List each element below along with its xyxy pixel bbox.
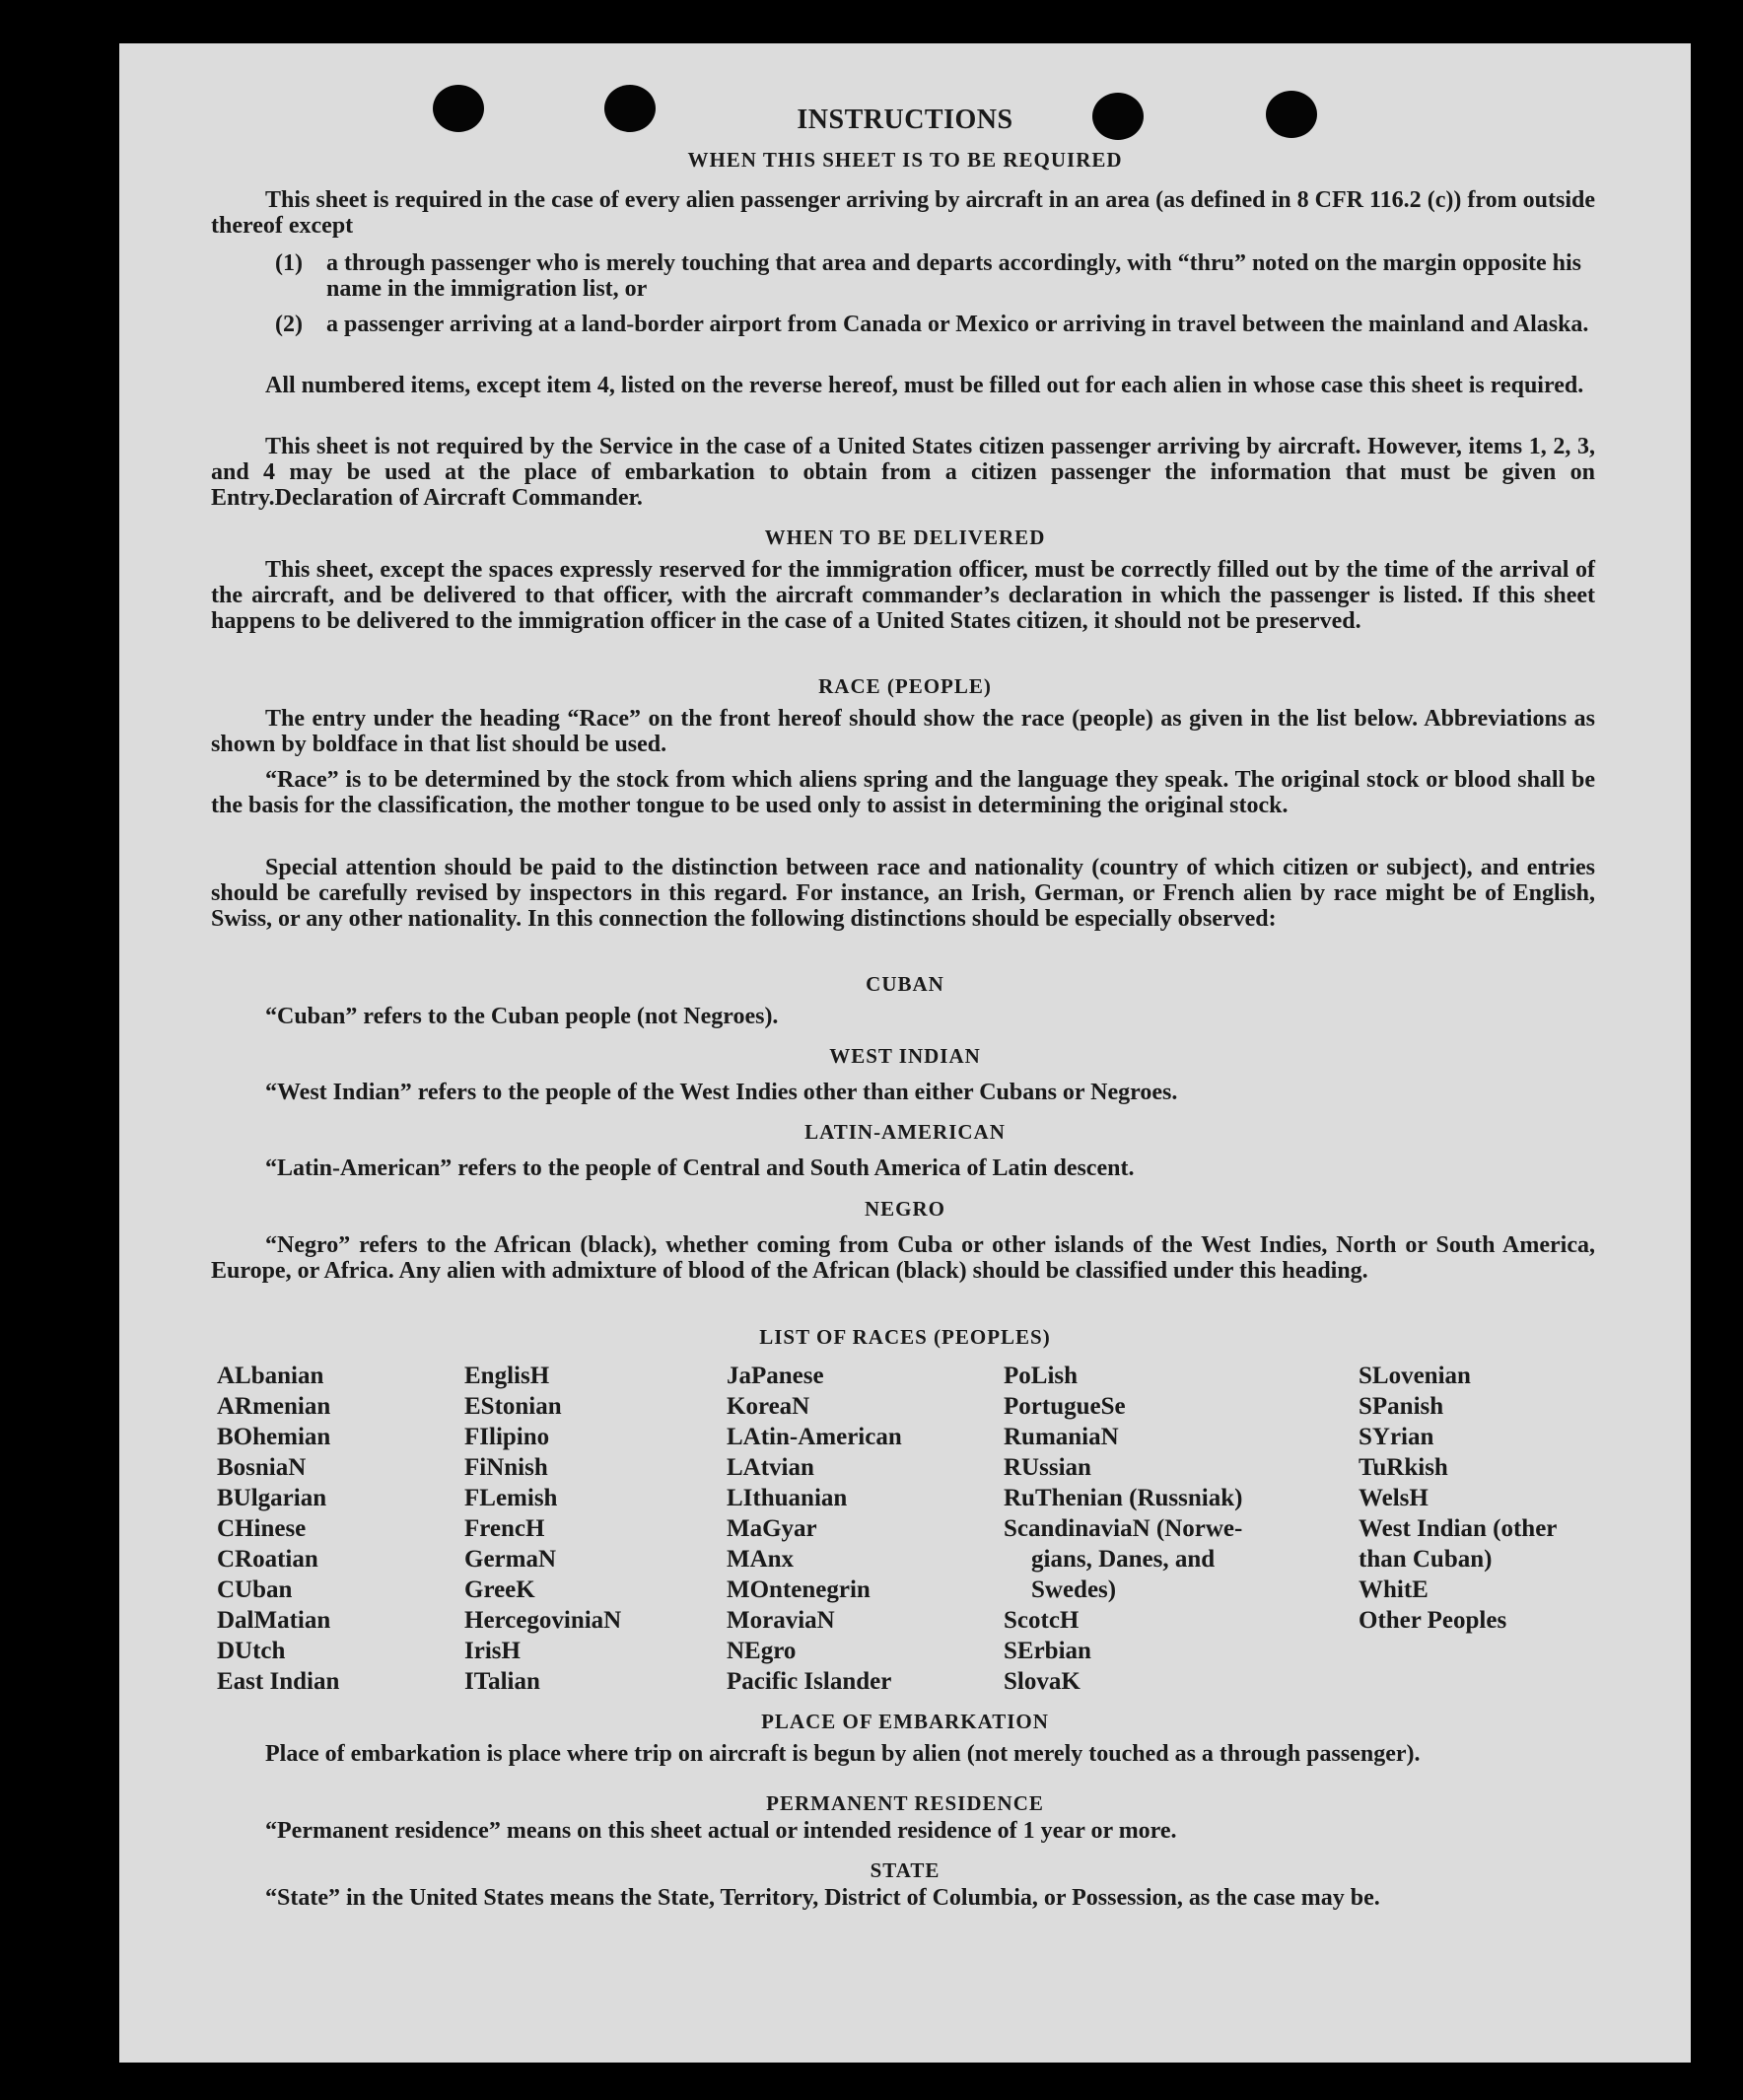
race-item: LAtin-American [727, 1424, 902, 1450]
page-title: INSTRUCTIONS [797, 105, 1013, 135]
race-item: GreeK [464, 1576, 535, 1603]
race-item: NEgro [727, 1638, 797, 1664]
races-column-4 [1004, 1361, 1242, 1697]
section-heading-latin-american: LATIN-AMERICAN [804, 1120, 1006, 1144]
race-item: Pacific Islander [727, 1668, 892, 1695]
race-item: SlovaK [1004, 1668, 1081, 1695]
race-item: RUssian [1004, 1454, 1091, 1481]
paragraph: “Race” is to be determined by the stock from which aliens spring and the language they speak. The original stock or blood shall be the basis for the classification, the mother tongue to be used only to assist in determining the original stock. [211, 767, 1595, 818]
race-item: RuThenian (Russniak) [1004, 1485, 1243, 1511]
races-column-2 [464, 1361, 621, 1697]
paragraph: This sheet is not required by the Service in the case of a United States citizen passenger arriving by aircraft. However, items 1, 2, 3, and 4 may be used at the place of embarkation to obtain from a citizen passenger the information that must be given on Entry.Declaration of Aircraft Commander. [211, 434, 1595, 511]
race-item: KoreaN [727, 1393, 810, 1420]
race-item: ARmenian [217, 1393, 331, 1420]
races-column-5 [1359, 1361, 1557, 1636]
race-item: ALbanian [217, 1363, 324, 1389]
paragraph: This sheet is required in the case of every alien passenger arriving by aircraft in an area (as defined in 8 CFR 116.2 (c)) from outside thereof except [211, 187, 1595, 239]
race-item: BOhemian [217, 1424, 331, 1450]
race-item: LIthuanian [727, 1485, 848, 1511]
races-column-1 [217, 1361, 339, 1697]
race-item: WelsH [1359, 1485, 1429, 1511]
section-heading-list-of-races: LIST OF RACES (PEOPLES) [759, 1325, 1051, 1349]
list-item [275, 312, 1595, 337]
item-text: a passenger arriving at a land-border airport from Canada or Mexico or arriving in travel between the mainland and Alaska. [326, 312, 1589, 337]
race-item: BUlgarian [217, 1485, 327, 1511]
race-item: FLemish [464, 1485, 558, 1511]
race-item: IrisH [464, 1638, 521, 1664]
race-item: CHinese [217, 1515, 307, 1542]
race-item: SLovenian [1359, 1363, 1471, 1389]
race-item: HercegoviniaN [464, 1607, 622, 1634]
paragraph: The entry under the heading “Race” on the front hereof should show the race (people) as given in the list below. Abbreviations as shown by boldface in that list should be used. [211, 706, 1595, 757]
paragraph: All numbered items, except item 4, listed on the reverse hereof, must be filled out for each alien in whose case this sheet is required. [265, 373, 1584, 398]
race-item: SYrian [1359, 1424, 1434, 1450]
race-item: FrencH [464, 1515, 545, 1542]
race-item: EnglisH [464, 1363, 550, 1389]
section-heading-permanent-residence: PERMANENT RESIDENCE [766, 1791, 1044, 1815]
paragraph: This sheet, except the spaces expressly reserved for the immigration officer, must be correctly filled out by the time of the arrival of the aircraft, and be delivered to that officer, with the aircraft commander’s declaration in which the passenger is listed. If this sheet happens to be delivered to the immigration officer in the case of a United States citizen, it should not be preserved. [211, 557, 1595, 634]
paragraph: “State” in the United States means the State, Territory, District of Columbia, or Possession, as the case may be. [265, 1885, 1380, 1911]
paragraph: “Latin-American” refers to the people of Central and South America of Latin descent. [265, 1155, 1135, 1181]
race-item: GermaN [464, 1546, 557, 1573]
paragraph: “West Indian” refers to the people of the West Indies other than either Cubans or Negroes. [265, 1080, 1178, 1105]
item-text: a through passenger who is merely touching that area and departs accordingly, with “thru” noted on the margin opposite his name in the immigration list, or [326, 250, 1581, 302]
race-item: MOntenegrin [727, 1576, 871, 1603]
race-item: BosniaN [217, 1454, 307, 1481]
race-item: FiNnish [464, 1454, 548, 1481]
race-item: WhitE [1359, 1576, 1429, 1603]
race-item: DUtch [217, 1638, 286, 1664]
race-item: FIlipino [464, 1424, 550, 1450]
section-heading-negro: NEGRO [864, 1197, 945, 1221]
race-item: DalMatian [217, 1607, 331, 1634]
race-item: SErbian [1004, 1638, 1091, 1664]
race-item: PoLish [1004, 1363, 1079, 1389]
race-item: CRoatian [217, 1546, 318, 1573]
race-item-continuation: gians, Danes, and [1031, 1546, 1216, 1573]
race-item: MAnx [727, 1546, 795, 1573]
race-item: EStonian [464, 1393, 562, 1420]
paragraph: Special attention should be paid to the distinction between race and nationality (country of which citizen or subject), and entries should be carefully revised by inspectors in this regard. For instance, an Irish, German, or French alien by race might be of English, Swiss, or any other nationality. In this connection the following distinctions should be especially observed: [211, 855, 1595, 932]
race-item-continuation: Swedes) [1031, 1576, 1117, 1603]
section-heading-west-indian: WEST INDIAN [829, 1044, 981, 1068]
race-item: East Indian [217, 1668, 340, 1695]
race-item: MaGyar [727, 1515, 817, 1542]
race-item: LAtvian [727, 1454, 814, 1481]
race-item: JaPanese [727, 1363, 824, 1389]
paragraph: “Negro” refers to the African (black), whether coming from Cuba or other islands of the West Indies, North or South America, Europe, or Africa. Any alien with admixture of blood of the African (black) should be classified under this heading. [211, 1232, 1595, 1284]
races-column-3 [727, 1361, 902, 1697]
list-item [275, 250, 1595, 302]
race-item: than Cuban) [1359, 1546, 1493, 1573]
race-item: ScotcH [1004, 1607, 1080, 1634]
section-heading-race: RACE (PEOPLE) [818, 674, 992, 698]
race-item: ITalian [464, 1668, 540, 1695]
race-item: ScandinaviaN (Norwe- [1004, 1515, 1243, 1542]
race-item: CUban [217, 1576, 293, 1603]
race-item: MoraviaN [727, 1607, 835, 1634]
race-item: Other Peoples [1359, 1607, 1507, 1634]
document-page [119, 43, 1691, 2063]
race-item: RumaniaN [1004, 1424, 1119, 1450]
race-item: TuRkish [1359, 1454, 1448, 1481]
race-item: PortugueSe [1004, 1393, 1126, 1420]
section-heading-cuban: CUBAN [866, 972, 944, 996]
paragraph: Place of embarkation is place where trip on aircraft is begun by alien (not merely touched as a through passenger). [265, 1741, 1421, 1767]
paragraph: “Permanent residence” means on this sheet actual or intended residence of 1 year or more. [265, 1818, 1177, 1844]
race-item: West Indian (other [1359, 1515, 1558, 1542]
item-number: (2) [275, 312, 303, 337]
race-item: SPanish [1359, 1393, 1444, 1420]
section-heading-embarkation: PLACE OF EMBARKATION [761, 1710, 1049, 1733]
paragraph: “Cuban” refers to the Cuban people (not Negroes). [265, 1004, 779, 1029]
section-heading-when-required: WHEN THIS SHEET IS TO BE REQUIRED [687, 148, 1123, 172]
section-heading-when-delivered: WHEN TO BE DELIVERED [764, 525, 1046, 549]
item-number: (1) [275, 250, 303, 276]
section-heading-state: STATE [870, 1858, 941, 1882]
